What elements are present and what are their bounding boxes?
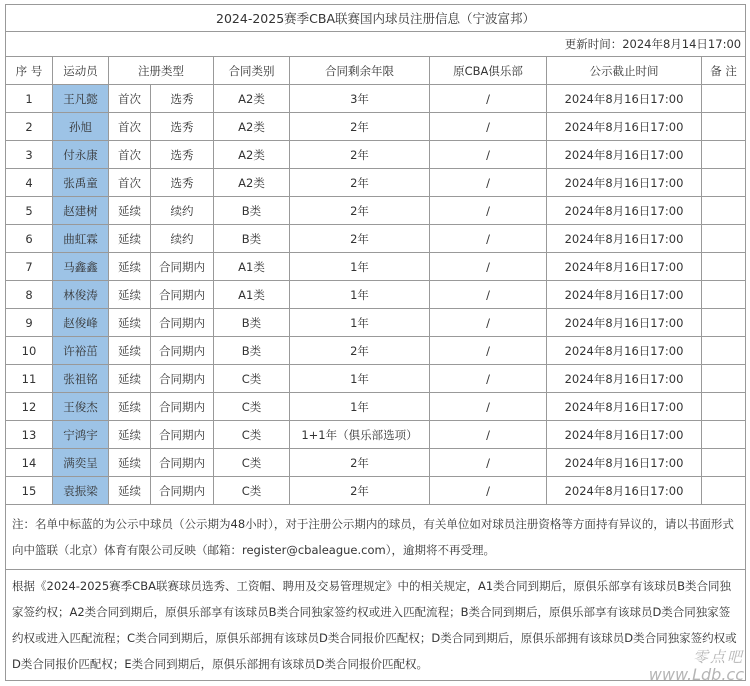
cell-remark [702, 85, 746, 113]
cell-years-left: 1年 [290, 393, 430, 421]
table-row [6, 309, 746, 337]
table-row [6, 141, 746, 169]
cell-no: 13 [6, 421, 53, 449]
header-no: 序 号 [6, 57, 53, 85]
header-contract-type: 合同类别 [214, 57, 290, 85]
cell-reg-kind: 延续 [109, 225, 151, 253]
cell-contract-type: A2类 [214, 141, 290, 169]
cell-reg-kind: 延续 [109, 421, 151, 449]
watermark-line1: 零点吧 [692, 648, 744, 666]
header-row [6, 57, 746, 85]
cell-player-name: 王俊杰 [53, 393, 109, 421]
cell-reg-subtype: 合同期内 [151, 365, 214, 393]
cell-former-club: / [430, 169, 547, 197]
cell-former-club: / [430, 309, 547, 337]
cell-deadline: 2024年8月16日17:00 [547, 449, 702, 477]
cell-no: 10 [6, 337, 53, 365]
cell-player-name: 张祖铭 [53, 365, 109, 393]
table-row [6, 253, 746, 281]
cell-no: 3 [6, 141, 53, 169]
cell-no: 8 [6, 281, 53, 309]
cell-no: 2 [6, 113, 53, 141]
cell-contract-type: C类 [214, 393, 290, 421]
cell-contract-type: B类 [214, 309, 290, 337]
cell-contract-type: B类 [214, 225, 290, 253]
cell-years-left: 1年 [290, 365, 430, 393]
cell-reg-subtype: 合同期内 [151, 281, 214, 309]
cell-former-club: / [430, 281, 547, 309]
table-row [6, 225, 746, 253]
cell-deadline: 2024年8月16日17:00 [547, 365, 702, 393]
table-row [6, 365, 746, 393]
cell-reg-kind: 延续 [109, 309, 151, 337]
cell-deadline: 2024年8月16日17:00 [547, 281, 702, 309]
table-row [6, 281, 746, 309]
cell-deadline: 2024年8月16日17:00 [547, 477, 702, 505]
cell-remark [702, 393, 746, 421]
cell-player-name: 王凡懿 [53, 85, 109, 113]
cell-deadline: 2024年8月16日17:00 [547, 393, 702, 421]
cell-years-left: 2年 [290, 197, 430, 225]
cell-contract-type: A2类 [214, 85, 290, 113]
cell-former-club: / [430, 421, 547, 449]
cell-player-name: 马鑫鑫 [53, 253, 109, 281]
cell-player-name: 许裕茁 [53, 337, 109, 365]
cell-contract-type: C类 [214, 365, 290, 393]
cell-remark [702, 365, 746, 393]
cell-former-club: / [430, 365, 547, 393]
cell-reg-kind: 首次 [109, 169, 151, 197]
cell-remark [702, 197, 746, 225]
player-rows [6, 85, 746, 505]
cell-former-club: / [430, 477, 547, 505]
cell-years-left: 2年 [290, 449, 430, 477]
cell-former-club: / [430, 141, 547, 169]
cell-reg-subtype: 续约 [151, 197, 214, 225]
cell-reg-subtype: 选秀 [151, 141, 214, 169]
header-reg-type: 注册类型 [109, 57, 214, 85]
cell-reg-subtype: 合同期内 [151, 477, 214, 505]
cell-contract-type: A2类 [214, 169, 290, 197]
cell-former-club: / [430, 85, 547, 113]
cell-contract-type: B类 [214, 197, 290, 225]
cell-remark [702, 421, 746, 449]
cell-no: 14 [6, 449, 53, 477]
table-row [6, 477, 746, 505]
cell-player-name: 林俊涛 [53, 281, 109, 309]
table-row [6, 449, 746, 477]
cell-remark [702, 169, 746, 197]
table-row [6, 169, 746, 197]
cell-former-club: / [430, 449, 547, 477]
cell-reg-subtype: 合同期内 [151, 421, 214, 449]
cell-years-left: 3年 [290, 85, 430, 113]
watermark [649, 648, 744, 684]
cell-no: 9 [6, 309, 53, 337]
table-row [6, 113, 746, 141]
cell-no: 5 [6, 197, 53, 225]
cell-former-club: / [430, 197, 547, 225]
cell-contract-type: C类 [214, 477, 290, 505]
cell-reg-subtype: 选秀 [151, 169, 214, 197]
cell-remark [702, 253, 746, 281]
cell-reg-subtype: 续约 [151, 225, 214, 253]
header-former-club: 原CBA俱乐部 [430, 57, 547, 85]
cell-deadline: 2024年8月16日17:00 [547, 337, 702, 365]
cell-remark [702, 141, 746, 169]
rule-text: 根据《2024-2025赛季CBA联赛球员选秀、工资帽、聘用及交易管理规定》中的相关规定，A1类合同到期后，原俱乐部享有该球员B类合同独家签约权；A2类合同到期后，原俱乐部享有该球员B类合同独家签约权或进入匹配流程；B类合同到期后，原俱乐部享有该球员D类合同独家签约权或进入匹配流程；C类合同到期后，原俱乐部拥有该球员D类合同报价匹配权；D类合同到期后，原俱乐部拥有该球员D类合同独家签约权或D类合同报价匹配权；E类合同到期后，原俱乐部拥有该球员D类合同报价匹配权。 [6, 570, 746, 681]
cell-no: 11 [6, 365, 53, 393]
cell-deadline: 2024年8月16日17:00 [547, 141, 702, 169]
cell-no: 6 [6, 225, 53, 253]
cell-years-left: 2年 [290, 141, 430, 169]
cell-remark [702, 113, 746, 141]
cell-years-left: 2年 [290, 169, 430, 197]
cell-deadline: 2024年8月16日17:00 [547, 309, 702, 337]
cell-remark [702, 309, 746, 337]
cell-contract-type: C类 [214, 421, 290, 449]
cell-contract-type: B类 [214, 337, 290, 365]
table-row [6, 421, 746, 449]
cell-reg-subtype: 合同期内 [151, 449, 214, 477]
cell-deadline: 2024年8月16日17:00 [547, 113, 702, 141]
cell-former-club: / [430, 393, 547, 421]
cell-reg-subtype: 合同期内 [151, 393, 214, 421]
registration-table [5, 4, 746, 681]
cell-contract-type: A2类 [214, 113, 290, 141]
cell-contract-type: A1类 [214, 253, 290, 281]
cell-player-name: 赵俊峰 [53, 309, 109, 337]
cell-reg-subtype: 合同期内 [151, 309, 214, 337]
cell-contract-type: C类 [214, 449, 290, 477]
cell-player-name: 曲虹霖 [53, 225, 109, 253]
header-years-left: 合同剩余年限 [290, 57, 430, 85]
cell-reg-kind: 延续 [109, 197, 151, 225]
cell-remark [702, 449, 746, 477]
table-row [6, 197, 746, 225]
cell-years-left: 1年 [290, 309, 430, 337]
table-body [6, 5, 746, 85]
cell-remark [702, 337, 746, 365]
update-time: 更新时间：2024年8月14日17:00 [6, 32, 746, 57]
cell-former-club: / [430, 337, 547, 365]
cell-remark [702, 225, 746, 253]
cell-reg-kind: 延续 [109, 477, 151, 505]
table-row [6, 337, 746, 365]
cell-reg-kind: 延续 [109, 365, 151, 393]
header-remark: 备 注 [702, 57, 746, 85]
cell-reg-kind: 首次 [109, 141, 151, 169]
cell-no: 12 [6, 393, 53, 421]
cell-player-name: 宁鸿宇 [53, 421, 109, 449]
cell-years-left: 1+1年（俱乐部选项） [290, 421, 430, 449]
cell-years-left: 2年 [290, 113, 430, 141]
cell-reg-kind: 延续 [109, 281, 151, 309]
update-row [6, 32, 746, 57]
cell-former-club: / [430, 113, 547, 141]
cell-former-club: / [430, 253, 547, 281]
header-player: 运动员 [53, 57, 109, 85]
note-row [6, 505, 746, 570]
table-row [6, 393, 746, 421]
cell-years-left: 2年 [290, 225, 430, 253]
cell-reg-kind: 首次 [109, 85, 151, 113]
cell-player-name: 付永康 [53, 141, 109, 169]
cell-contract-type: A1类 [214, 281, 290, 309]
footer-body [6, 505, 746, 681]
cell-reg-kind: 延续 [109, 253, 151, 281]
cell-deadline: 2024年8月16日17:00 [547, 253, 702, 281]
cell-reg-kind: 延续 [109, 449, 151, 477]
title-row [6, 5, 746, 32]
note-text: 注：名单中标蓝的为公示中球员（公示期为48小时），对于注册公示期内的球员，有关单位如对球员注册资格等方面持有异议的，请以书面形式向中篮联（北京）体育有限公司反映（邮箱：register@cbaleague.com），逾期将不再受理。 [6, 505, 746, 570]
rule-row [6, 570, 746, 681]
cell-deadline: 2024年8月16日17:00 [547, 169, 702, 197]
cell-reg-subtype: 选秀 [151, 85, 214, 113]
cell-remark [702, 477, 746, 505]
cell-reg-kind: 首次 [109, 113, 151, 141]
cell-reg-kind: 延续 [109, 393, 151, 421]
cell-reg-subtype: 选秀 [151, 113, 214, 141]
cell-no: 4 [6, 169, 53, 197]
cell-former-club: / [430, 225, 547, 253]
watermark-line2: www.Ldb.cc [648, 665, 744, 684]
cell-no: 1 [6, 85, 53, 113]
cell-deadline: 2024年8月16日17:00 [547, 85, 702, 113]
cell-player-name: 孙旭 [53, 113, 109, 141]
cell-player-name: 满奕呈 [53, 449, 109, 477]
cell-no: 7 [6, 253, 53, 281]
cell-years-left: 1年 [290, 281, 430, 309]
cell-years-left: 2年 [290, 477, 430, 505]
cell-deadline: 2024年8月16日17:00 [547, 197, 702, 225]
cell-reg-subtype: 合同期内 [151, 337, 214, 365]
cell-deadline: 2024年8月16日17:00 [547, 225, 702, 253]
cell-player-name: 张禹童 [53, 169, 109, 197]
cell-years-left: 1年 [290, 253, 430, 281]
cell-remark [702, 281, 746, 309]
cell-reg-subtype: 合同期内 [151, 253, 214, 281]
page-title: 2024-2025赛季CBA联赛国内球员注册信息（宁波富邦） [6, 5, 746, 32]
cell-no: 15 [6, 477, 53, 505]
cell-deadline: 2024年8月16日17:00 [547, 421, 702, 449]
table-row [6, 85, 746, 113]
cell-player-name: 袁振梁 [53, 477, 109, 505]
header-deadline: 公示截止时间 [547, 57, 702, 85]
cell-reg-kind: 延续 [109, 337, 151, 365]
cell-years-left: 2年 [290, 337, 430, 365]
cell-player-name: 赵建树 [53, 197, 109, 225]
